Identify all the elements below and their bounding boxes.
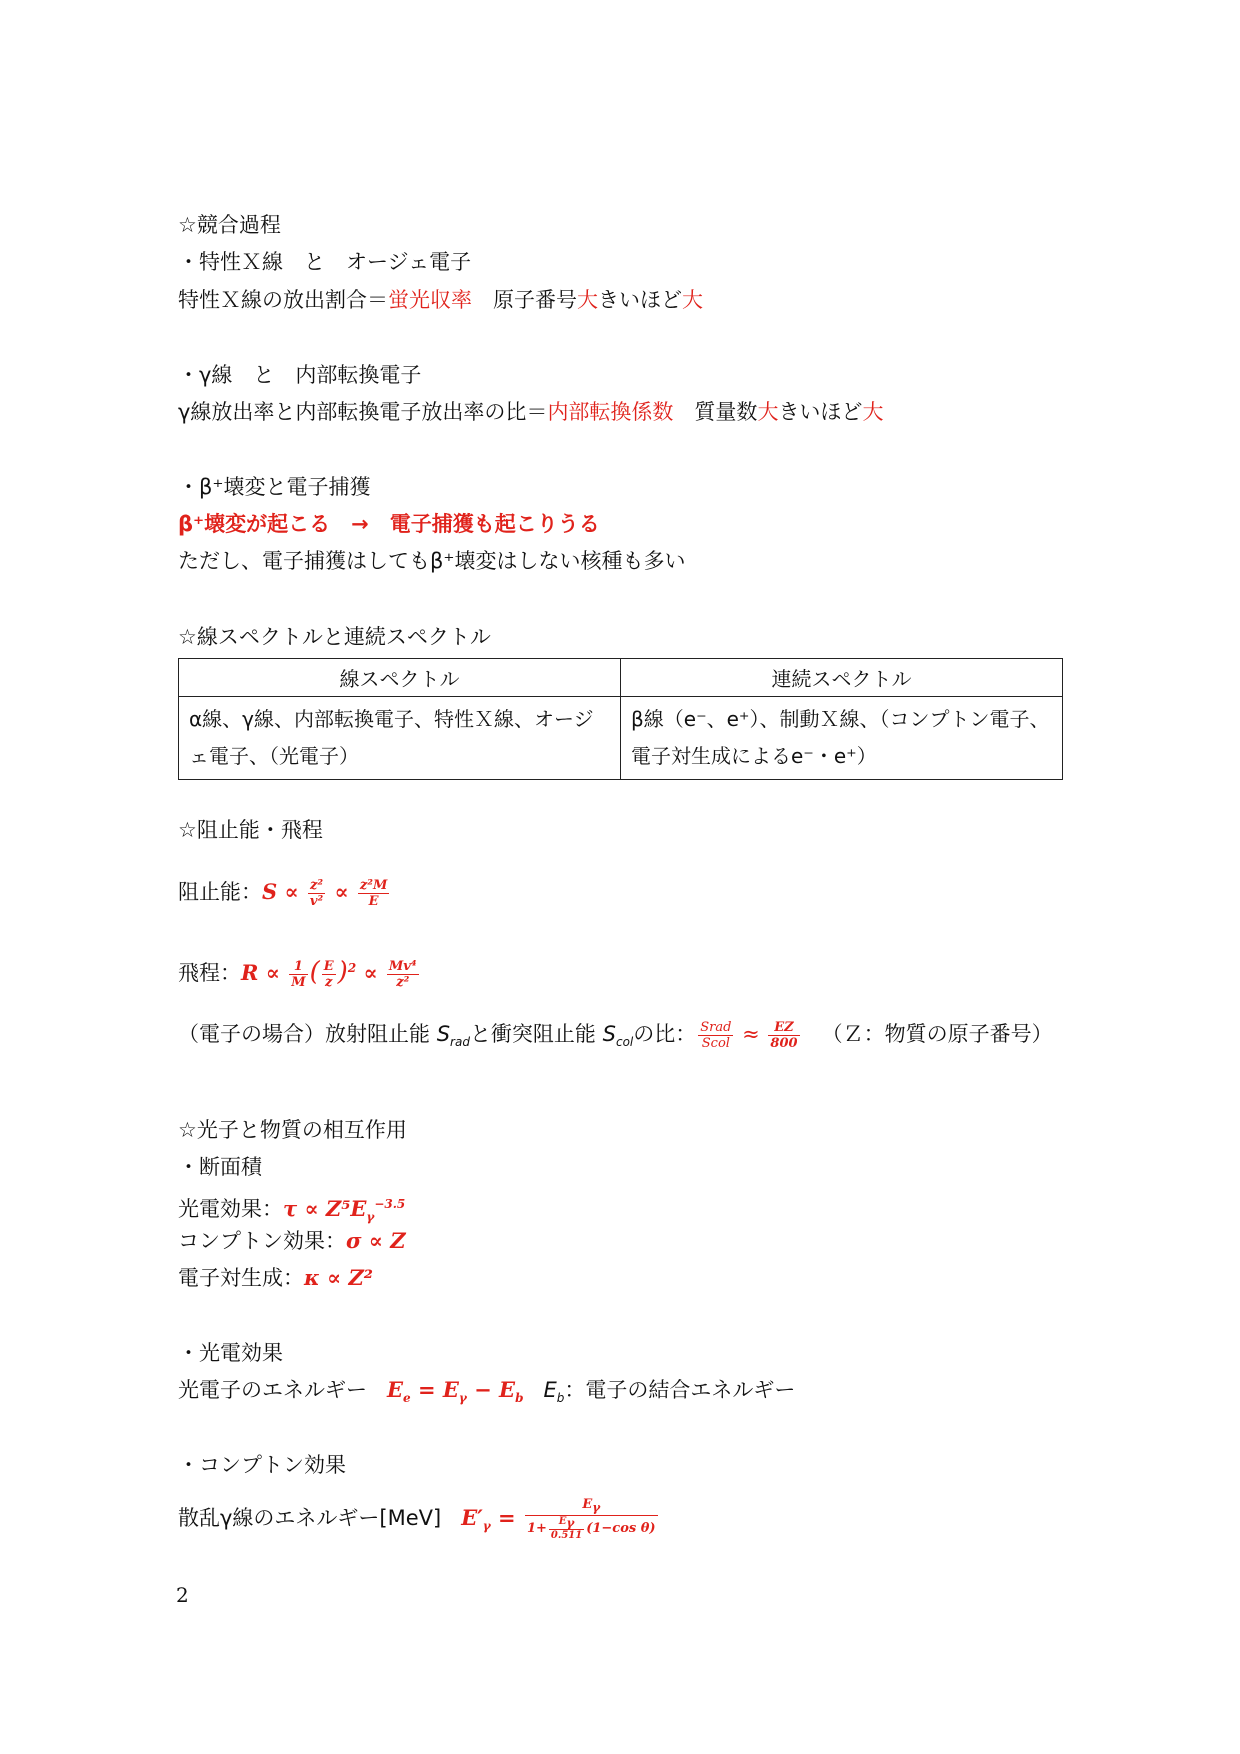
emphasis: 大 [862, 400, 884, 424]
emphasis: 大 [682, 288, 703, 312]
fraction: $E_\gamma$ 1+ $\frac{E_\gamma}{0.511}$ (1−cos θ) [526, 1496, 656, 1542]
formula-compton-energy: 散乱γ線のエネルギー[MeV] $E'_\gamma$ = $E_\gamma$ 1+ $\frac{E_\gamma}{0.511}$ (1−cos θ) [178, 1496, 656, 1542]
table-header-line: 線スペクトル [179, 659, 621, 697]
heading-compton: ・コンプトン効果 [178, 1453, 346, 1477]
fraction: $\frac{\text{Srad}}{\text{Scol}}$ [700, 1019, 732, 1051]
symbol-s: S [262, 879, 278, 904]
fraction: $\frac{\text{z²}}{\text{v²}}$ [309, 877, 324, 909]
label: 阻止能： [178, 880, 262, 904]
text: と衝突阻止能 [469, 1022, 603, 1046]
line-beta-implies-ec: β⁺壊変が起こる → 電子捕獲も起こりうる [178, 512, 600, 536]
text: きいほど [598, 288, 682, 312]
label: コンプトン効果： [178, 1229, 346, 1253]
page-number: 2 [176, 1583, 189, 1607]
heading-beta-ec: ・β⁺壊変と電子捕獲 [178, 475, 371, 499]
heading-cross-section: ・断面積 [178, 1155, 262, 1179]
text: 原子番号 [472, 288, 577, 312]
heading-gamma-ic: ・γ線 と 内部転換電子 [178, 363, 422, 387]
fraction: $\frac{\text{z²M}}{E}$ [359, 877, 388, 909]
text: 特性Ｘ線の放出割合＝ [178, 288, 388, 312]
fraction: $\frac{EZ}{800}$ [770, 1019, 798, 1051]
formula-range: 飛程：R ∝ $\frac{1}{M}$ ( $\frac{E}{z}$ )$^2$ ∝ $\frac{\text{Mv⁴}}{\text{z²}}$ [178, 957, 417, 990]
text: の比： [633, 1022, 697, 1046]
emphasis: 大 [577, 288, 598, 312]
text: 質量数 [673, 400, 758, 424]
symbol-r: R [241, 960, 259, 985]
text: （電子の場合）放射阻止能 [178, 1022, 437, 1046]
symbol: S [436, 1022, 451, 1046]
emphasis: 大 [757, 400, 779, 424]
section-title-stopping: ☆阻止能・飛程 [178, 818, 323, 842]
formula-stopping-power: 阻止能：S ∝ $\frac{\text{z²}}{\text{v²}}$ ∝ $\frac{\text{z²M}}{E}$ [178, 877, 388, 909]
term-fluorescence-yield: 蛍光収率 [388, 288, 472, 312]
formula-compton-cs: コンプトン効果：σ ∝ Z [178, 1228, 406, 1253]
term-ic-coefficient: 内部転換係数 [547, 400, 674, 424]
spectra-table [178, 658, 1063, 780]
label: 飛程： [178, 961, 241, 985]
formula-photoelectric-cs: 光電効果：$\tau \propto Z^5E_\gamma^{-3.5}$ [178, 1196, 406, 1225]
formula-photoelectron-energy: 光電子のエネルギー $E_e = E_\gamma - E_b$ $E_b$：電子の結合エネルギー [178, 1377, 796, 1406]
table-header-continuous: 連続スペクトル [621, 659, 1063, 697]
section-title-photon: ☆光子と物質の相互作用 [178, 1118, 407, 1142]
fraction: $\frac{\text{Mv⁴}}{\text{z²}}$ [388, 958, 417, 990]
text: きいほど [778, 400, 863, 424]
fraction: $\frac{E}{z}$ [323, 958, 334, 990]
heading-photoelectric: ・光電効果 [178, 1341, 283, 1365]
section-title-competing: ☆競合過程 [178, 213, 281, 237]
label: 散乱γ線のエネルギー[MeV] [178, 1506, 442, 1530]
heading-xray-auger: ・特性Ｘ線 と オージェ電子 [178, 250, 472, 274]
label: 電子対生成： [178, 1266, 304, 1290]
note: ：電子の結合エネルギー [564, 1378, 796, 1402]
line-fluorescence-yield [178, 285, 703, 315]
label: 光電子のエネルギー [178, 1378, 367, 1402]
text: γ線放出率と内部転換電子放出率の比＝ [178, 400, 548, 424]
line-ic-coefficient [178, 397, 883, 427]
formula-stopping-ratio: （電子の場合）放射阻止能 $S_{rad}$と衝突阻止能 $S_{col}$の比： $\frac{\text{Srad}}{\text{Scol}}$ ≈ $\frac{EZ}{800}$ （Ｚ：物質の原子番号） [178, 1019, 1053, 1051]
label: 光電効果： [178, 1197, 283, 1221]
symbol: S [602, 1022, 616, 1046]
note: （Ｚ：物質の原子番号） [821, 1022, 1053, 1046]
section-title-spectra: ☆線スペクトルと連続スペクトル [178, 625, 491, 649]
table-cell-line: α線、γ線、内部転換電子、特性Ｘ線、オージェ電子、（光電子） [179, 697, 621, 780]
line-ec-note: ただし、電子捕獲はしてもβ⁺壊変はしない核種も多い [178, 549, 686, 573]
table-cell-continuous: β線（e⁻、e⁺）、制動Ｘ線、（コンプトン電子、電子対生成によるe⁻・e⁺） [621, 697, 1063, 780]
fraction: $\frac{1}{M}$ [291, 958, 306, 990]
formula-pair-cs: 電子対生成：κ ∝ Z² [178, 1265, 373, 1290]
